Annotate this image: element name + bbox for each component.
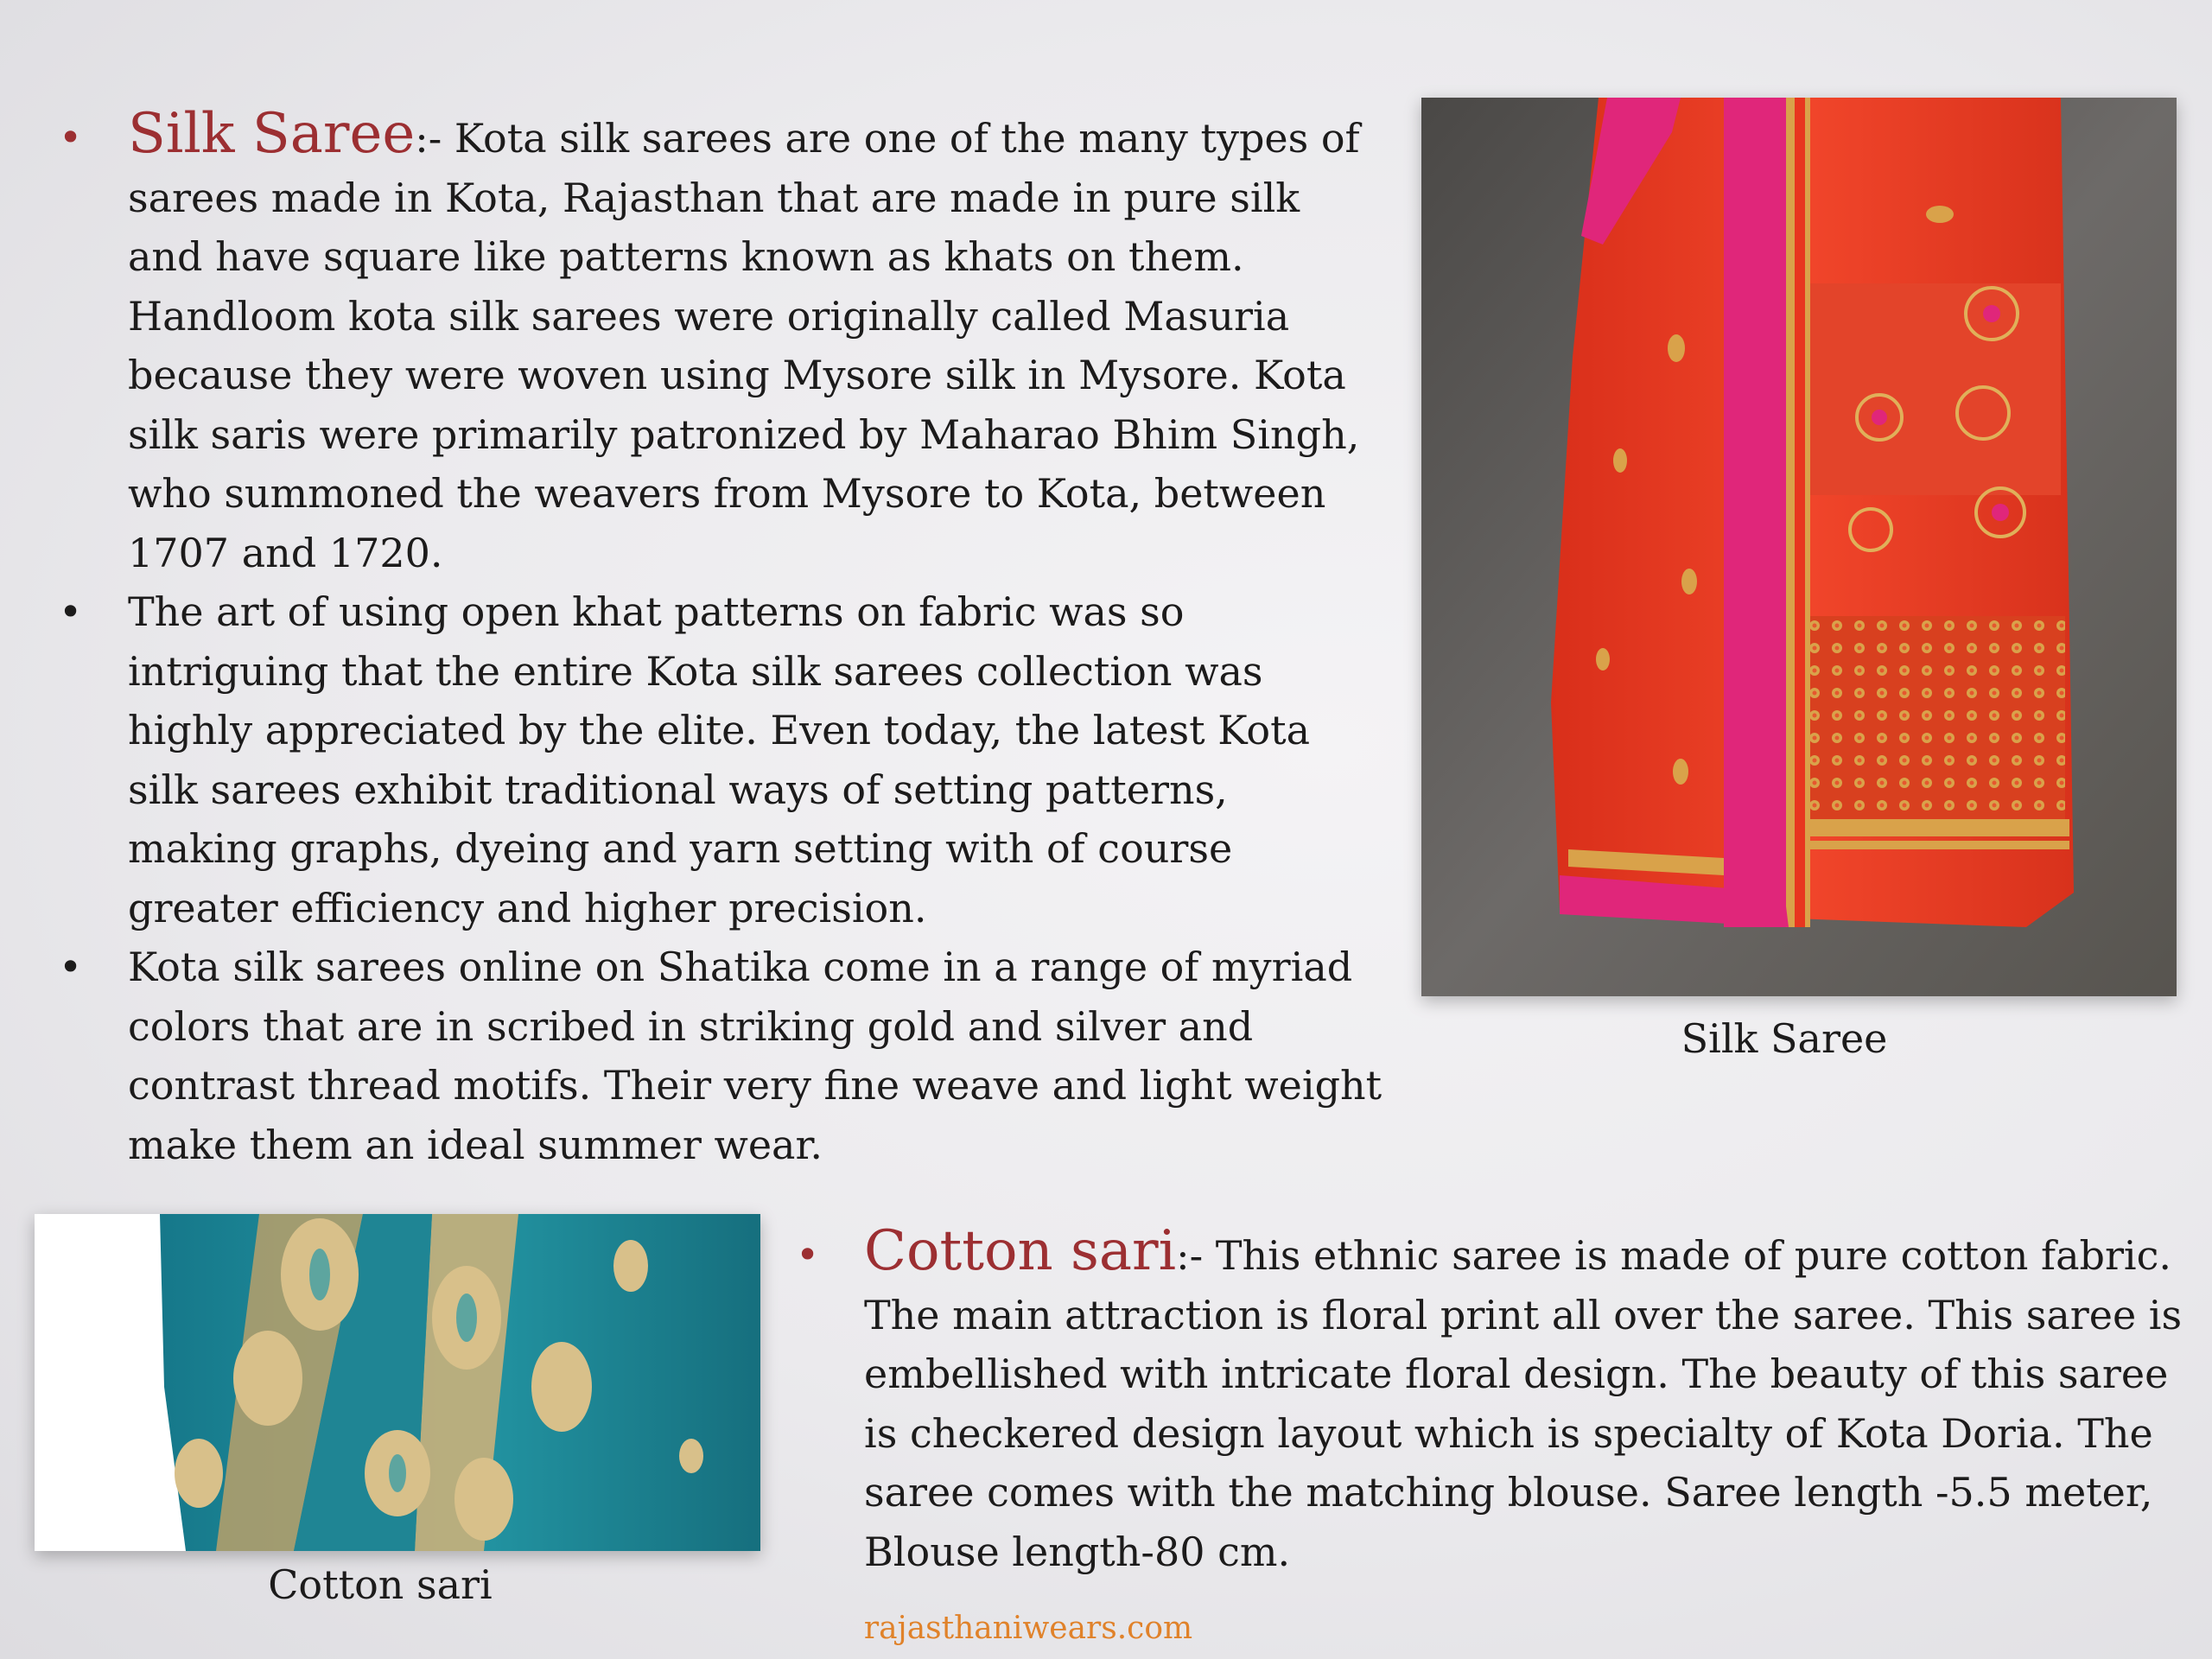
cotton-sari-description: This ethnic saree is made of pure cotton fabric. The main attraction is floral print all over the saree. This saree is embellished with intricate floral design. The beauty of this saree is checkered design layout which is specialty of Kota Doria. The saree comes with the matching blouse. Saree length -5.5 meter, Blouse length-80 cm.: [864, 1232, 2183, 1575]
bullet-shatika-online: [52, 938, 1382, 1174]
cotton-sari-bullets: [791, 1219, 2195, 1581]
bullet-marker: •: [59, 944, 83, 990]
cotton-sari-heading: Cotton sari: [864, 1219, 1177, 1283]
cotton-sari-text-block: [791, 1219, 2195, 1581]
silk-saree-bullets: [52, 102, 1382, 1174]
silk-saree-caption: Silk Saree: [1681, 1015, 1888, 1062]
cotton-sari-separator: :-: [1176, 1232, 1204, 1279]
cotton-sari-illustration: [35, 1214, 760, 1551]
bullet-silk-saree: [52, 102, 1382, 582]
bullet-marker: •: [59, 114, 83, 161]
silk-saree-illustration: [1421, 98, 2177, 996]
cotton-sari-caption: Cotton sari: [268, 1561, 493, 1608]
bullet-marker: •: [59, 588, 83, 635]
silk-saree-text-block: [52, 102, 1382, 1174]
khat-patterns-text: The art of using open khat patterns on fabric was so intriguing that the entire Kota silk sarees collection was highly appreciated by the elite. Even today, the latest Kota silk sarees exhibit traditional ways of setting patterns, making graphs, dyeing and yarn setting with of course greater efficiency and higher precision.: [128, 588, 1311, 931]
bullet-cotton-sari: [791, 1219, 2195, 1581]
shatika-online-text: Kota silk sarees online on Shatika come in a range of myriad colors that are in scribed in striking gold and silver and contrast thread motifs. Their very fine weave and light weight make them an ideal summer wear.: [128, 944, 1382, 1168]
footer-site-link[interactable]: rajasthaniwears.com: [863, 1611, 1193, 1646]
silk-saree-photo: [1421, 98, 2177, 996]
silk-saree-separator: :-: [415, 115, 442, 162]
bullet-khat-patterns: [52, 582, 1382, 938]
silk-saree-description: Kota silk sarees are one of the many types of sarees made in Kota, Rajasthan that are made in pure silk and have square like patterns known as khats on them. Handloom kota silk sarees were originally called Masuria because they were woven using Mysore silk in Mysore. Kota silk saris were primarily patronized by Maharao Bhim Singh, who summoned the weavers from Mysore to Kota, between 1707 and 1720.: [128, 115, 1360, 576]
bullet-marker: •: [796, 1231, 820, 1278]
cotton-sari-photo: [35, 1214, 760, 1551]
silk-saree-heading: Silk Saree: [128, 102, 416, 166]
